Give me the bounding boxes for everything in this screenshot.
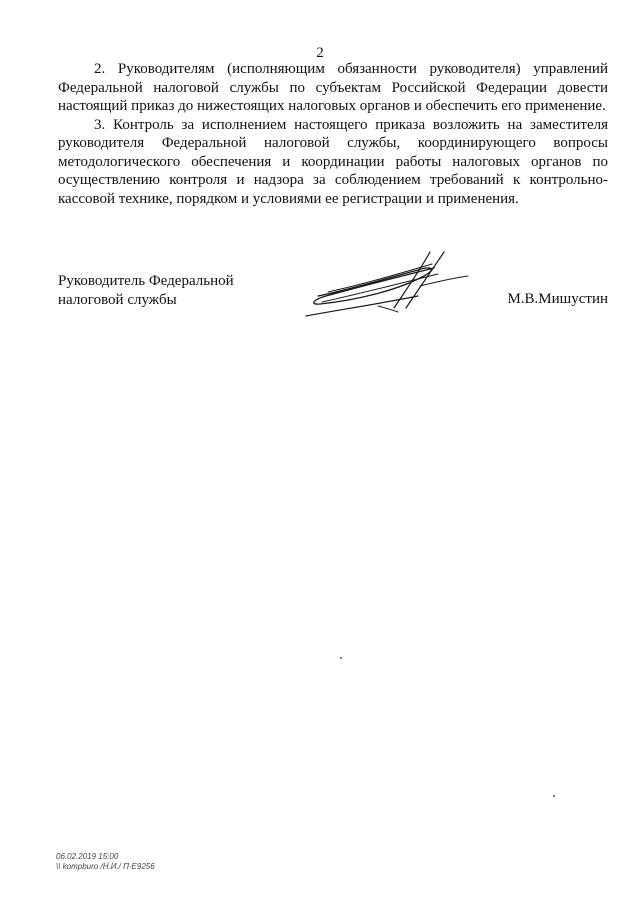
document-body — [58, 60, 608, 208]
signatory-position-line1: Руководитель Федеральной — [58, 273, 234, 289]
paragraph-2: 2. Руководителям (исполняющим обязанности руководителя) управлений Федеральной налоговой службы по субъектам Российской Федерации довести настоящий приказ до нижестоящих налоговых органов и обеспечить его применение. — [58, 61, 608, 114]
footer-stamp — [56, 852, 155, 872]
paragraph-3: 3. Контроль за исполнением настоящего приказа возложить на заместителя руководителя Федеральной налоговой службы, координирующего вопросы методологического обеспечения и координации работы налоговых органов по осуществлению контроля и надзора за соблюдением требований к контрольно-кассовой технике, порядком и условиями ее регистрации и применения. — [58, 116, 608, 207]
signatory-position — [58, 272, 234, 310]
signatory-position-line2: налоговой службы — [58, 292, 177, 308]
scan-speck — [340, 657, 342, 659]
signatory-name: М.В.Мишустин — [507, 291, 608, 307]
page-number: 2 — [316, 45, 324, 61]
footer-code: \\ kompburo /Н.И./ П-Е9256 — [56, 862, 155, 871]
handwritten-signature — [298, 246, 478, 326]
footer-date: 06.02.2019 15:00 — [56, 852, 119, 861]
scan-speck — [553, 795, 555, 797]
